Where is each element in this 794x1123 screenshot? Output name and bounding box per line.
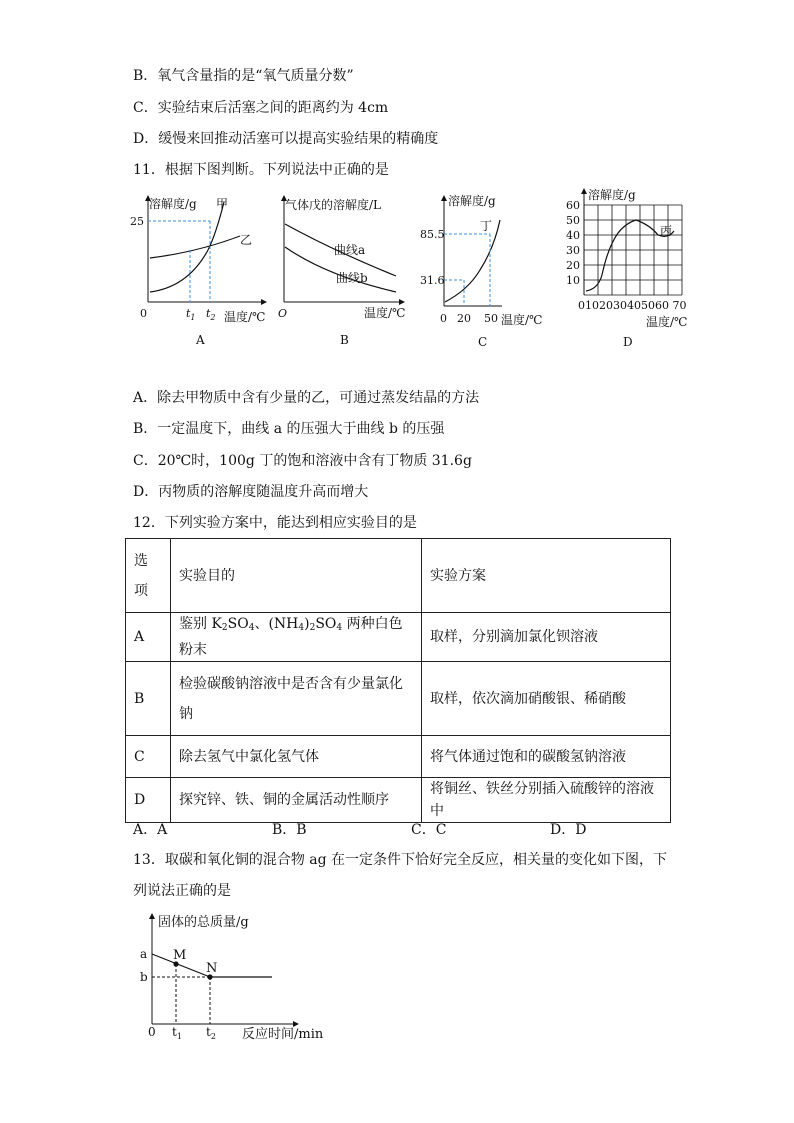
q11-graph-c — [418, 190, 553, 352]
q13-tick-b: b — [140, 970, 148, 984]
q11-graph-a — [128, 192, 270, 352]
q11-stem: 11．根据下图判断。下列说法中正确的是 — [133, 162, 389, 178]
q13-xlabel: 反应时间/min — [242, 1027, 324, 1042]
row-plan: 将气体通过饱和的碳酸氢钠溶液 — [422, 736, 671, 778]
q13-ylabel: 固体的总质量/g — [158, 915, 249, 930]
graph-c-curve-ding: 丁 — [480, 219, 493, 233]
row-option: B — [126, 662, 171, 736]
graph-d-ylabel: 溶解度/g — [588, 188, 636, 202]
table-row — [126, 736, 671, 778]
row-option: A — [126, 613, 171, 662]
q11-graph-d — [562, 185, 697, 352]
graph-d-curve-bing: 丙 — [660, 224, 673, 238]
graph-a-curve-yi: 乙 — [240, 233, 253, 247]
q13-origin: 0 — [148, 1025, 156, 1039]
graph-c-y1: 85.5 — [420, 228, 445, 241]
graph-d-ytick: 10 — [566, 274, 580, 287]
graph-b-xlabel: 温度/℃ — [364, 306, 406, 320]
row-plan: 取样，分别滴加氯化钡溶液 — [422, 613, 671, 662]
q11-option-d: D．丙物质的溶解度随温度升高而增大 — [133, 484, 369, 500]
q13-stem-2: 列说法正确的是 — [133, 883, 231, 899]
q10-option-b: B．氧气含量指的是“氧气质量分数” — [133, 68, 354, 84]
q12-stem: 12．下列实验方案中，能达到相应实验目的是 — [133, 515, 417, 531]
graph-a-xlabel: 温度/℃ — [224, 310, 266, 324]
table-row — [126, 662, 671, 736]
row-aim: 探究锌、铁、铜的金属活动性顺序 — [171, 778, 422, 823]
q11-option-b: B．一定温度下，曲线 a 的压强大于曲线 b 的压强 — [133, 421, 445, 437]
q13-tick-a: a — [140, 947, 148, 961]
q11-graph-b — [272, 192, 412, 352]
graph-b-curve-a: 曲线a — [334, 243, 366, 257]
q11-option-c: C．20℃时，100g 丁的饱和溶液中含有丁物质 31.6g — [133, 453, 472, 469]
q10-option-c: C．实验结束后活塞之间的距离约为 4cm — [133, 100, 389, 116]
q12-answer-a: A．A — [133, 822, 168, 838]
q10-option-d: D．缓慢来回推动活塞可以提高实验结果的精确度 — [133, 131, 439, 147]
q13-stem-1: 13．取碳和氧化铜的混合物 ag 在一定条件下恰好完全反应，相关量的变化如下图，下 — [133, 852, 668, 868]
graph-b-ylabel: 气体戊的溶解度/L — [285, 198, 382, 212]
row-aim: 除去氢气中氯化氢气体 — [171, 736, 422, 778]
header-aim: 实验目的 — [171, 539, 422, 613]
q13-label-n: N — [206, 961, 218, 976]
row-plan: 取样，依次滴加硝酸银、稀硝酸 — [422, 662, 671, 736]
graph-a-label: A — [196, 333, 205, 347]
row-aim: 鉴别 $K_2SO_4$、$(NH_4)_2SO_4$ 两种白色粉末 — [171, 613, 422, 662]
q13-t1: $t_1$ — [172, 1025, 182, 1041]
graph-b-curve-b: 曲线b — [336, 271, 368, 285]
row-option: D — [126, 778, 171, 823]
q13-graph — [138, 908, 338, 1044]
graph-a-curve-jia: 甲 — [216, 197, 229, 211]
graph-d-xticks: 0102030405060 70 — [578, 299, 687, 312]
graph-d-ytick: 60 — [566, 199, 580, 212]
row-aim: 检验碳酸钠溶液中是否含有少量氯化 钠 — [171, 662, 422, 736]
graph-a-t2: $t_2$ — [206, 307, 216, 322]
graph-d-ytick: 50 — [566, 214, 580, 227]
graph-c-xlabel: 温度/℃ — [501, 313, 543, 327]
header-option: 选 项 — [126, 539, 171, 613]
graph-c-x2: 50 — [484, 312, 498, 325]
graph-d-ytick: 30 — [566, 244, 580, 257]
graph-d-xlabel: 温度/℃ — [646, 315, 688, 329]
q11-option-a: A．除去甲物质中含有少量的乙，可通过蒸发结晶的方法 — [133, 390, 480, 406]
q12-answer-d: D．D — [550, 822, 587, 838]
graph-c-ylabel: 溶解度/g — [448, 194, 496, 208]
graph-c-x0: 0 — [440, 312, 447, 325]
header-plan: 实验方案 — [422, 539, 671, 613]
graph-b-label: B — [340, 333, 349, 347]
row-plan: 将铜丝、铁丝分别插入硫酸锌的溶液中 — [422, 778, 671, 823]
graph-b-origin: O — [278, 307, 288, 320]
table-row — [126, 778, 671, 823]
graph-a-t1: $t_1$ — [186, 307, 196, 322]
q13-label-m: M — [173, 948, 187, 963]
table-row — [126, 613, 671, 662]
graph-d-ytick: 40 — [566, 229, 580, 242]
q12-table — [125, 538, 671, 823]
graph-c-label: C — [478, 335, 488, 349]
row-option: C — [126, 736, 171, 778]
table-row — [126, 539, 671, 613]
q13-t2: $t_2$ — [206, 1025, 216, 1041]
graph-a-ytick: 25 — [130, 215, 144, 228]
graph-d-label: D — [623, 335, 633, 349]
graph-a-ylabel: 溶解度/g — [149, 197, 197, 211]
graph-d-ytick: 20 — [566, 259, 580, 272]
q12-answer-c: C．C — [411, 822, 447, 838]
graph-c-x1: 20 — [457, 312, 471, 325]
q12-answer-b: B．B — [272, 822, 307, 838]
graph-c-y2: 31.6 — [420, 274, 445, 287]
graph-a-origin: 0 — [140, 307, 147, 320]
